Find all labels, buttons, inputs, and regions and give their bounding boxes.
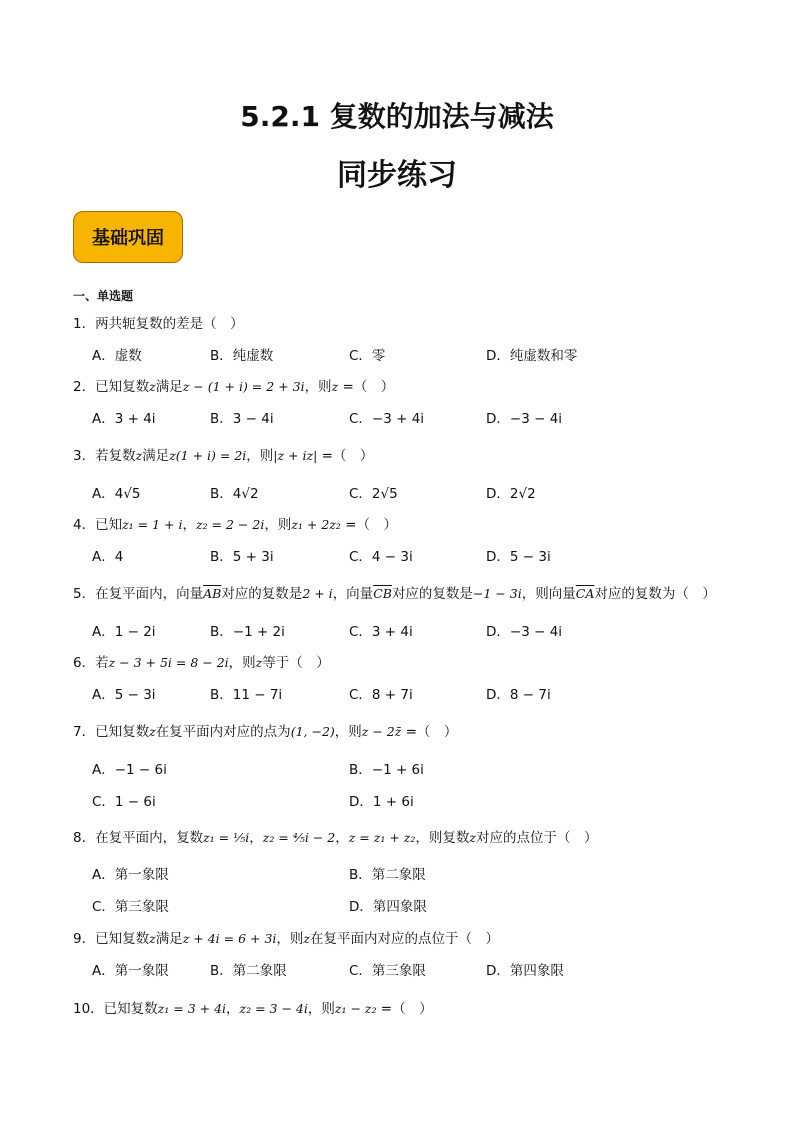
stem-text: ， — [249, 830, 263, 846]
q5-option-b[interactable]: B．−1 + 2i — [210, 624, 285, 640]
math: z(1 + i) = 2i — [169, 448, 247, 463]
math: z − 3 + 5i = 8 − 2i — [108, 655, 229, 670]
math: z + 4i = 6 + 3i — [182, 931, 277, 946]
question-6-stem — [73, 651, 330, 671]
q9-option-c[interactable]: C．第三象限 — [349, 963, 426, 979]
q6-option-c[interactable]: C．8 + 7i — [349, 687, 413, 703]
q8-option-d[interactable]: D．第四象限 — [349, 899, 427, 915]
math: z — [469, 830, 476, 845]
vector-ca: $\overline{CA}$ — [575, 586, 595, 601]
stem-text: ，向量 — [332, 586, 374, 602]
stem-text: 满足 — [155, 931, 183, 947]
stem-text: =（ ） — [338, 379, 395, 395]
q2-option-a[interactable]: A．3 + 4i — [92, 411, 156, 427]
q3-option-a[interactable]: A．4√5 — [92, 486, 141, 502]
q7-option-d[interactable]: D．1 + 6i — [349, 794, 414, 810]
math: z₁ + 2z₂ — [291, 517, 341, 532]
stem-text: ， — [226, 1001, 240, 1017]
q9-option-b[interactable]: B．第二象限 — [210, 963, 287, 979]
section-badge: 基础巩固 — [73, 211, 183, 263]
question-8-stem — [73, 826, 597, 846]
math: z₂ = 3 − 4i — [239, 1001, 308, 1016]
stem-text: 10．已知复数 — [73, 1001, 158, 1017]
math: z₁ − z₂ — [334, 1001, 377, 1016]
math: z₂ = 2 − 2i — [195, 517, 265, 532]
question-4-stem — [73, 513, 397, 533]
stem-text: ，则 — [264, 517, 292, 533]
math: z — [149, 931, 156, 946]
q1-option-b[interactable]: B．纯虚数 — [210, 348, 274, 364]
math: z₂ = ⅘i − 2 — [262, 830, 336, 845]
stem-text: ，则 — [307, 1001, 335, 1017]
stem-text: 对应的复数是 — [221, 586, 303, 602]
q6-option-b[interactable]: B．11 − 7i — [210, 687, 283, 703]
question-7-stem — [73, 720, 457, 740]
q1-option-a[interactable]: A．虚数 — [92, 348, 142, 364]
stem-text: 等于（ ） — [262, 655, 330, 671]
math: |z + iz| — [273, 448, 318, 463]
math: z — [303, 931, 310, 946]
question-9-stem — [73, 927, 499, 947]
stem-text: 8．在复平面内，复数 — [73, 830, 204, 846]
stem-text: 3．若复数 — [73, 448, 136, 464]
q6-option-a[interactable]: A．5 − 3i — [92, 687, 156, 703]
question-3-stem — [73, 444, 373, 464]
stem-text: 7．已知复数 — [73, 724, 150, 740]
q2-option-d[interactable]: D．−3 − 4i — [486, 411, 563, 427]
stem-text: 在复平面内对应的点位于（ ） — [309, 931, 499, 947]
q2-option-b[interactable]: B．3 − 4i — [210, 411, 274, 427]
page-subtitle: 同步练习 — [337, 158, 457, 193]
math: z − (1 + i) = 2 + 3i — [182, 379, 305, 394]
math: z₁ = 1 + i — [122, 517, 183, 532]
stem-text: =（ ） — [401, 724, 458, 740]
math: −1 − 3i — [472, 586, 522, 601]
q3-option-c[interactable]: C．2√5 — [349, 486, 398, 502]
stem-text: ，则 — [304, 379, 332, 395]
stem-text: ， — [335, 830, 349, 846]
q4-option-b[interactable]: B．5 + 3i — [210, 549, 274, 565]
vector-cb: $\overline{CB}$ — [373, 586, 392, 601]
q3-option-b[interactable]: B．4√2 — [210, 486, 259, 502]
question-1-stem: 1．两共轭复数的差是（ ） — [73, 316, 244, 332]
math: z — [149, 379, 156, 394]
q6-option-d[interactable]: D．8 − 7i — [486, 687, 551, 703]
q7-option-b[interactable]: B．−1 + 6i — [349, 762, 424, 778]
q4-option-c[interactable]: C．4 − 3i — [349, 549, 413, 565]
math: z₁ = ⅕i — [203, 830, 250, 845]
stem-text: 6．若 — [73, 655, 109, 671]
q2-option-c[interactable]: C．−3 + 4i — [349, 411, 425, 427]
q8-option-c[interactable]: C．第三象限 — [92, 899, 169, 915]
q8-option-a[interactable]: A．第一象限 — [92, 867, 169, 883]
question-10-stem — [73, 997, 433, 1017]
q5-option-c[interactable]: C．3 + 4i — [349, 624, 413, 640]
stem-text: 满足 — [155, 379, 183, 395]
vector-ab: $\overline{AB}$ — [203, 586, 222, 601]
stem-text: =（ ） — [376, 1001, 433, 1017]
math: z — [255, 655, 263, 670]
stem-text: 满足 — [142, 448, 170, 464]
math: z = z₁ + z₂ — [348, 830, 416, 845]
q4-option-a[interactable]: A．4 — [92, 549, 124, 565]
q7-option-a[interactable]: A．−1 − 6i — [92, 762, 167, 778]
stem-text: 对应的点位于（ ） — [475, 830, 598, 846]
math: z — [331, 379, 339, 394]
stem-text: ，则 — [228, 655, 256, 671]
stem-text: 对应的复数为（ ） — [594, 586, 716, 602]
q9-option-a[interactable]: A．第一象限 — [92, 963, 169, 979]
stem-text: ，则 — [334, 724, 362, 740]
math: z₁ = 3 + 4i — [157, 1001, 227, 1016]
stem-text: 对应的复数是 — [391, 586, 473, 602]
math: 2 + i — [302, 586, 333, 601]
q7-option-c[interactable]: C．1 − 6i — [92, 794, 156, 810]
stem-text: 在复平面内对应的点为 — [155, 724, 291, 740]
stem-text: 4．已知 — [73, 517, 123, 533]
q3-option-d[interactable]: D．2√2 — [486, 486, 536, 502]
question-2-stem — [73, 375, 394, 395]
stem-text: ，则 — [276, 931, 304, 947]
stem-text: 5．在复平面内，向量 — [73, 586, 204, 602]
q5-option-d[interactable]: D．−3 − 4i — [486, 624, 563, 640]
question-5-stem — [73, 582, 716, 602]
stem-text: =（ ） — [317, 448, 374, 464]
stem-text: ，则复数 — [415, 830, 470, 846]
q9-option-d[interactable]: D．第四象限 — [486, 963, 564, 979]
q4-option-d[interactable]: D．5 − 3i — [486, 549, 551, 565]
math: (1, −2) — [290, 724, 335, 739]
section-heading: 一、单选题 — [73, 289, 134, 303]
q5-option-a[interactable]: A．1 − 2i — [92, 624, 156, 640]
q1-option-d[interactable]: D．纯虚数和零 — [486, 348, 578, 364]
q1-option-c[interactable]: C．零 — [349, 348, 386, 364]
stem-text: ，则 — [246, 448, 274, 464]
stem-text: ， — [182, 517, 196, 533]
stem-text: 2．已知复数 — [73, 379, 150, 395]
math: z — [149, 724, 156, 739]
stem-text: ，则向量 — [521, 586, 576, 602]
stem-text: =（ ） — [340, 517, 398, 533]
page-title: 5.2.1 复数的加法与减法 — [240, 100, 554, 133]
math: z − 2z̄ — [361, 724, 402, 739]
q8-option-b[interactable]: B．第二象限 — [349, 867, 426, 883]
stem-text: 9．已知复数 — [73, 931, 150, 947]
math: z — [135, 448, 143, 463]
